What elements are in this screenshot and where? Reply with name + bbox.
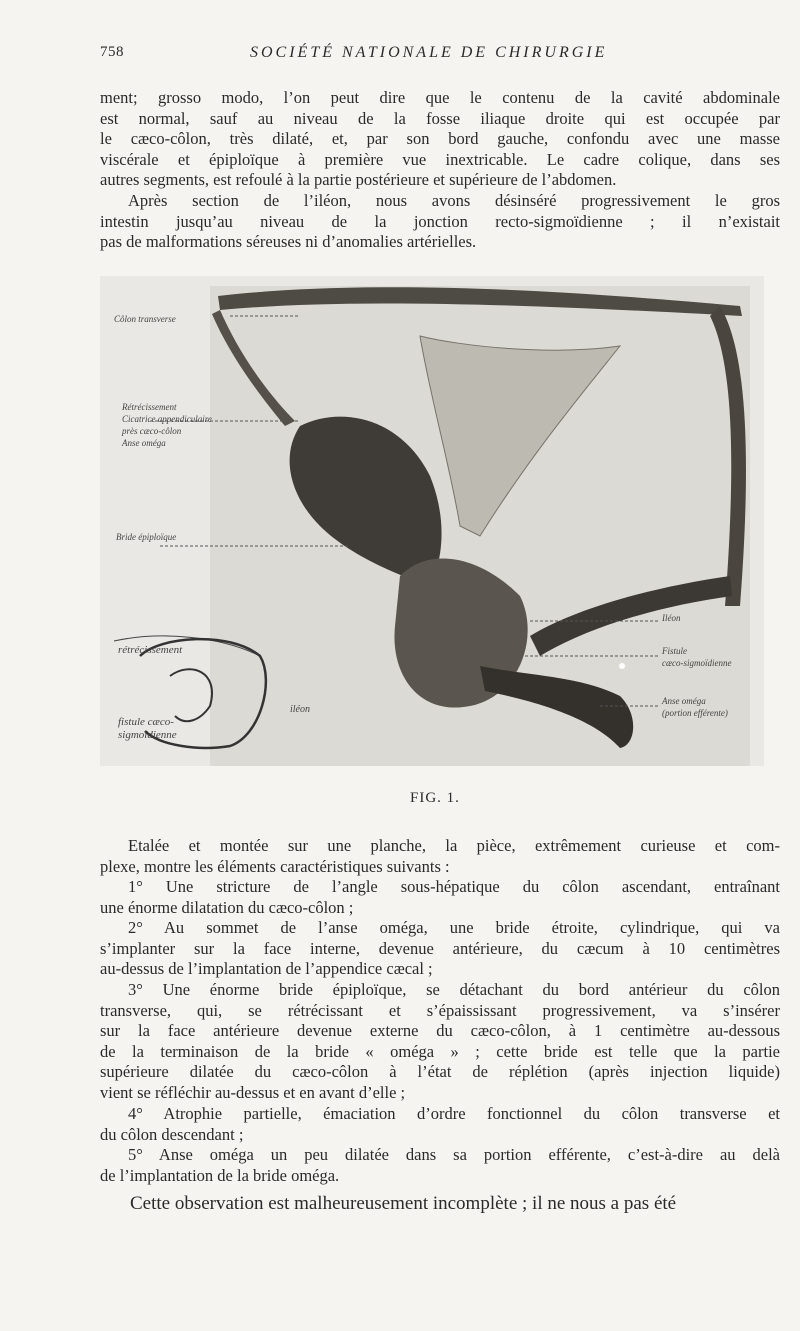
text-line: sur la face antérieure devenue externe du cæco-côlon, à 1 centimètre au-dessous	[100, 1021, 780, 1041]
label-fistule: Fistule	[662, 646, 687, 656]
text-line: transverse, qui, se rétrécissant et s’épaississant progressivement, va s’insérer	[100, 1000, 780, 1020]
body-paragraph-2	[100, 877, 780, 918]
text-line: une énorme dilatation du cæco-côlon ;	[100, 897, 354, 917]
specimen-illustration	[100, 276, 764, 766]
closing-line: Cette observation est malheureusement incomplète ; il ne nous a pas été	[130, 1193, 677, 1214]
text-line: pas de malformations séreuses ni d’anomalies artérielles.	[100, 232, 477, 252]
running-header	[100, 44, 780, 66]
inset-label-sigmoidienne: sigmoïdienne	[118, 729, 177, 741]
text-line: du côlon descendant ;	[100, 1124, 244, 1144]
text-line: Etalée et montée sur une planche, la pièce, extrêmement curieuse et com-	[128, 836, 780, 855]
label-pres-caeco-colon: près cæco-côlon	[122, 426, 182, 436]
body-paragraph-4	[100, 980, 780, 1104]
text-line: 1° Une stricture de l’angle sous-hépatique du côlon ascendant, entraînant	[128, 877, 780, 896]
body-paragraph-3	[100, 918, 780, 980]
text-line: est normal, sauf au niveau de la fosse iliaque droite qui est occupée par	[100, 108, 780, 128]
intro-paragraph	[100, 88, 780, 191]
body-paragraph-1	[100, 836, 780, 877]
text-line: plexe, montre les éléments caractéristiques suivants :	[100, 856, 450, 876]
label-anse-omega: Anse oméga	[662, 696, 706, 706]
text-line: ment; grosso modo, l’on peut dire que le contenu de la cavité abdominale	[100, 88, 780, 107]
text-line: 2° Au sommet de l’anse oméga, une bride étroite, cylindrique, qui va	[128, 918, 780, 937]
text-line: au-dessus de l’implantation de l’appendice cæcal ;	[100, 959, 433, 979]
text-line: viscérale et épiploïque à première vue inextricable. Le cadre colique, dans ses	[100, 149, 780, 169]
text-line: intestin jusqu’au niveau de la jonction recto-sigmoïdienne ; il n’existait	[100, 211, 780, 231]
figure-caption: FIG. 1.	[410, 790, 460, 806]
text-line: autres segments, est refoulé à la partie postérieure et supérieure de l’abdomen.	[100, 170, 617, 190]
inset-label-fistule: fistule cæco-	[118, 716, 174, 728]
text-line: s’implanter sur la face interne, devenue antérieure, du cæcum à 10 centimètres	[100, 938, 780, 958]
text-line: Après section de l’iléon, nous avons désinséré progressivement le gros	[128, 191, 780, 210]
label-colon-transverse: Côlon transverse	[114, 314, 176, 324]
page-number: 758	[100, 44, 124, 60]
text-line: le cæco-côlon, très dilaté, et, par son bord gauche, confondu avec une masse	[100, 129, 780, 149]
specimen-figure	[100, 276, 764, 766]
body-paragraph-5	[100, 1104, 780, 1145]
inset-label-retrecissement: rétrécissement	[118, 644, 183, 656]
label-portion-efferente: (portion efférente)	[662, 708, 728, 718]
text-line: 5° Anse oméga un peu dilatée dans sa portion efférente, c’est-à-dire au delà	[128, 1145, 780, 1164]
text-line: de l’implantation de la bride oméga.	[100, 1165, 340, 1185]
label-caeco-sigmoidienne: cæco-sigmoïdienne	[662, 658, 732, 668]
label-ileon: Iléon	[662, 613, 681, 623]
text-line: 4° Atrophie partielle, émaciation d’ordre fonctionnel du côlon transverse et	[128, 1104, 780, 1123]
intro-paragraph-2	[100, 191, 780, 253]
label-anse-omega-left: Anse oméga	[122, 438, 166, 448]
label-cicatrice: Cicatrice appendiculaire	[122, 414, 212, 424]
text-line: supérieure dilatée du cæco-côlon à l’état de réplétion (après injection liquide)	[100, 1062, 780, 1082]
running-title: SOCIÉTÉ NATIONALE DE CHIRURGIE	[250, 44, 608, 61]
inset-label-ileon: iléon	[290, 704, 310, 715]
text-line: 3° Une énorme bride épiploïque, se détachant du bord antérieur du côlon	[128, 980, 780, 999]
label-retrecissement: Rétrécissement	[122, 402, 177, 412]
body-paragraph-6	[100, 1145, 780, 1186]
label-bride-epiploique: Bride épiploïque	[116, 532, 177, 542]
text-line: vient se réfléchir au-dessus et en avant d’elle ;	[100, 1082, 406, 1102]
specimen-marker	[619, 663, 625, 669]
text-line: de la terminaison de la bride « oméga » ; cette bride est telle que la partie	[100, 1041, 780, 1061]
